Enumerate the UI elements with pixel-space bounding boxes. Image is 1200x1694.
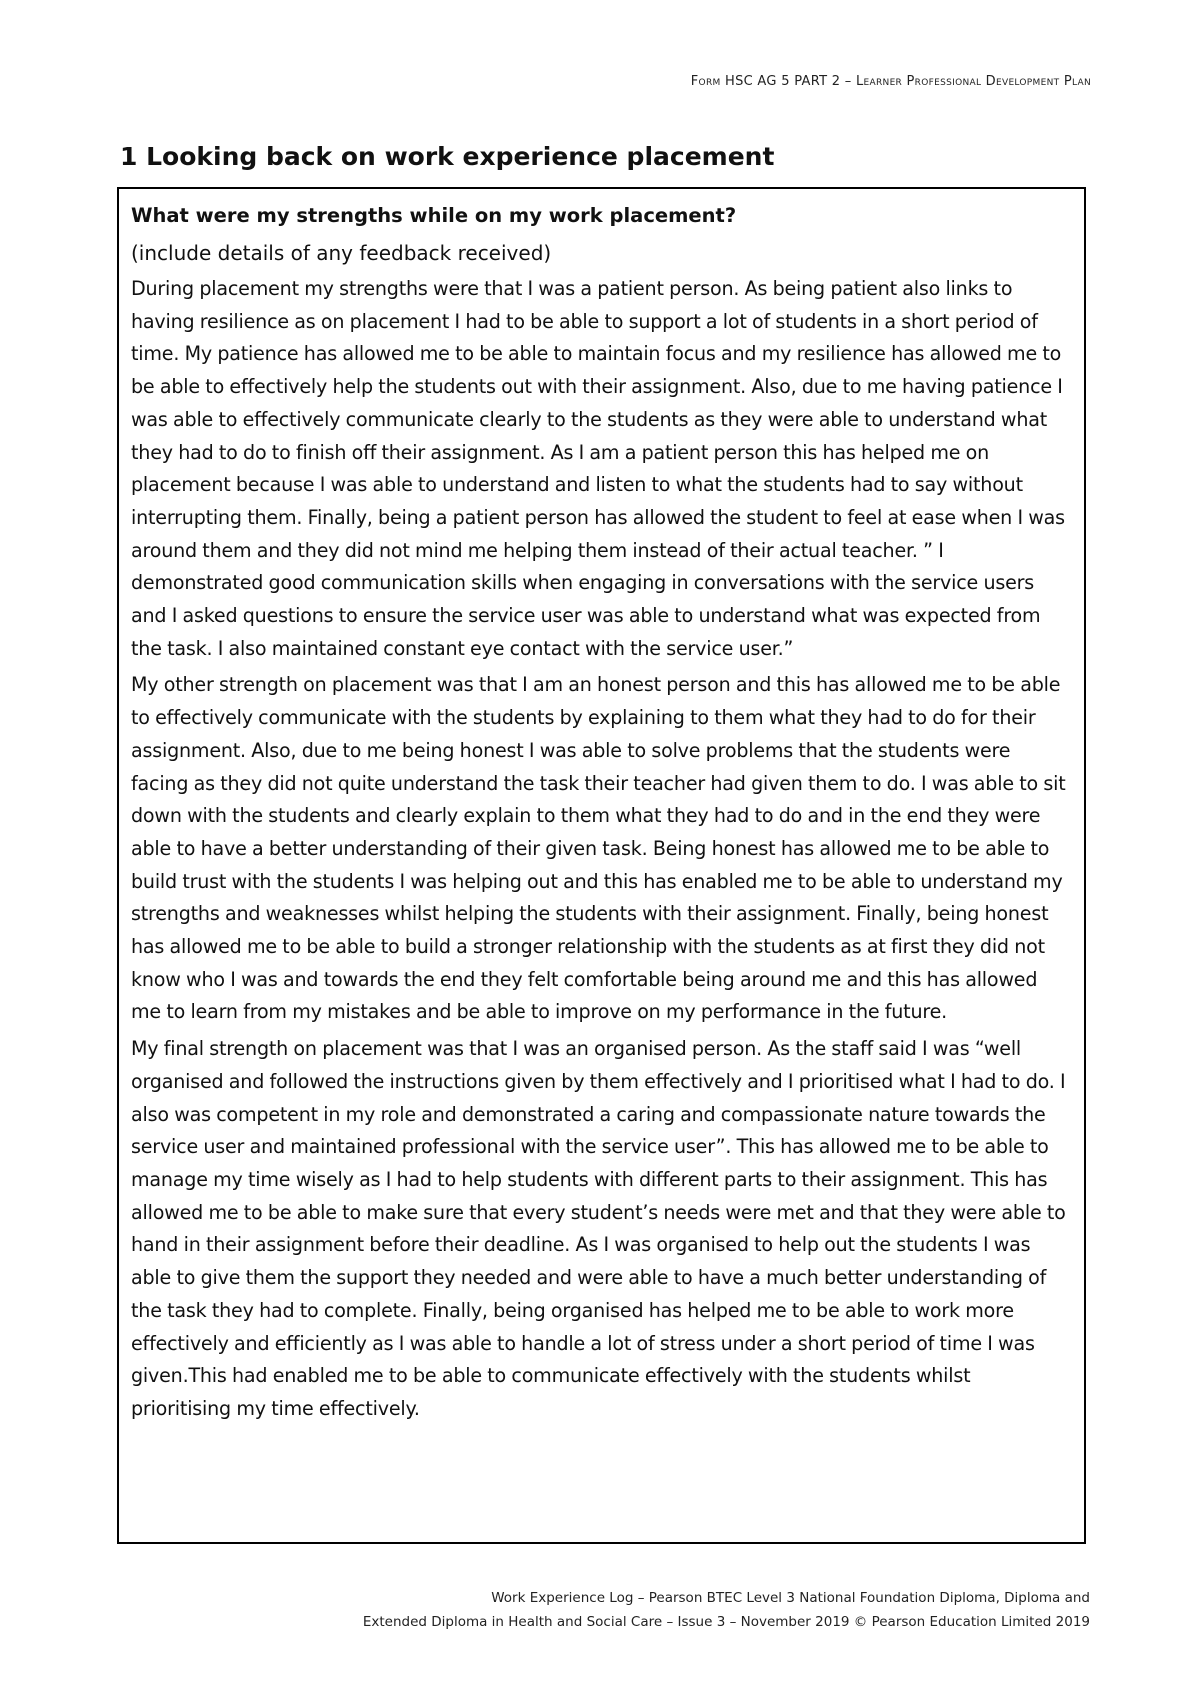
footer-line-2: Extended Diploma in Health and Social Care – Issue 3 – November 2019 © Pearson Education Limited 2019 [362, 1614, 1090, 1630]
box-question: What were my strengths while on my work placement? [131, 204, 737, 227]
section-title: 1 Looking back on work experience placement [120, 142, 775, 171]
answer-paragraph-honesty: My other strength on placement was that I am an honest person and this has allowed me to be able to effectively communicate with the students by explaining to them what they had to do for their assignment. Also, due to me being honest I was able to solve problems that the students were facing as they did not quite understand the task their teacher had given them to do. I was able to sit down with the students and clearly explain to them what they had to do and in the end they were able to have a better understanding of their given task. Being honest has allowed me to be able to build trust with the students I was helping out and this has enabled me to be able to understand my strengths and weaknesses whilst helping the students with their assignment. Finally, being honest has allowed me to be able to build a stronger relationship with the students as at first they did not know who I was and towards the end they felt comfortable being around me and this has allowed me to learn from my mistakes and be able to improve on my performance in the future. [131, 673, 1066, 1024]
running-header: Form HSC AG 5 PART 2 – Learner Professional Development Plan [690, 74, 1091, 89]
answer-paragraph-patience: During placement my strengths were that I was a patient person. As being patient also links to having resilience as on placement I had to be able to support a lot of students in a short period of time. My patience has allowed me to be able to maintain focus and my resilience has allowed me to be able to effectively help the students out with their assignment. Also, due to me having patience I was able to effectively communicate clearly to the students as they were able to understand what they had to do to finish off their assignment. As I am a patient person this has helped me on placement because I was able to understand and listen to what the students had to say without interrupting them. Finally, being a patient person has allowed the student to feel at ease when I was around them and they did not mind me helping them instead of their actual teacher. ” I demonstrated good communication skills when engaging in conversations with the service users and I asked questions to ensure the service user was able to understand what was expected from the task. I also maintained constant eye contact with the service user.” [131, 277, 1065, 660]
answer-paragraph-organisation: My final strength on placement was that I was an organised person. As the staff said I was “well organised and followed the instructions given by them effectively and I prioritised what I had to do. I also was competent in my role and demonstrated a caring and compassionate nature towards the service user and maintained professional with the service user”. This has allowed me to be able to manage my time wisely as I had to help students with different parts to their assignment. This has allowed me to be able to make sure that every student’s needs were met and that they were able to hand in their assignment before their deadline. As I was organised to help out the students I was able to give them the support they needed and were able to have a much better understanding of the task they had to complete. Finally, being organised has helped me to be able to work more effectively and efficiently as I was able to handle a lot of stress under a short period of time I was given.This had enabled me to be able to communicate effectively with the students whilst prioritising my time effectively. [131, 1037, 1066, 1420]
strengths-box [117, 187, 1086, 1544]
footer-line-1: Work Experience Log – Pearson BTEC Level 3 National Foundation Diploma, Diploma and [491, 1590, 1090, 1606]
running-footer [363, 1586, 1090, 1634]
box-hint: (include details of any feedback received) [131, 241, 552, 265]
